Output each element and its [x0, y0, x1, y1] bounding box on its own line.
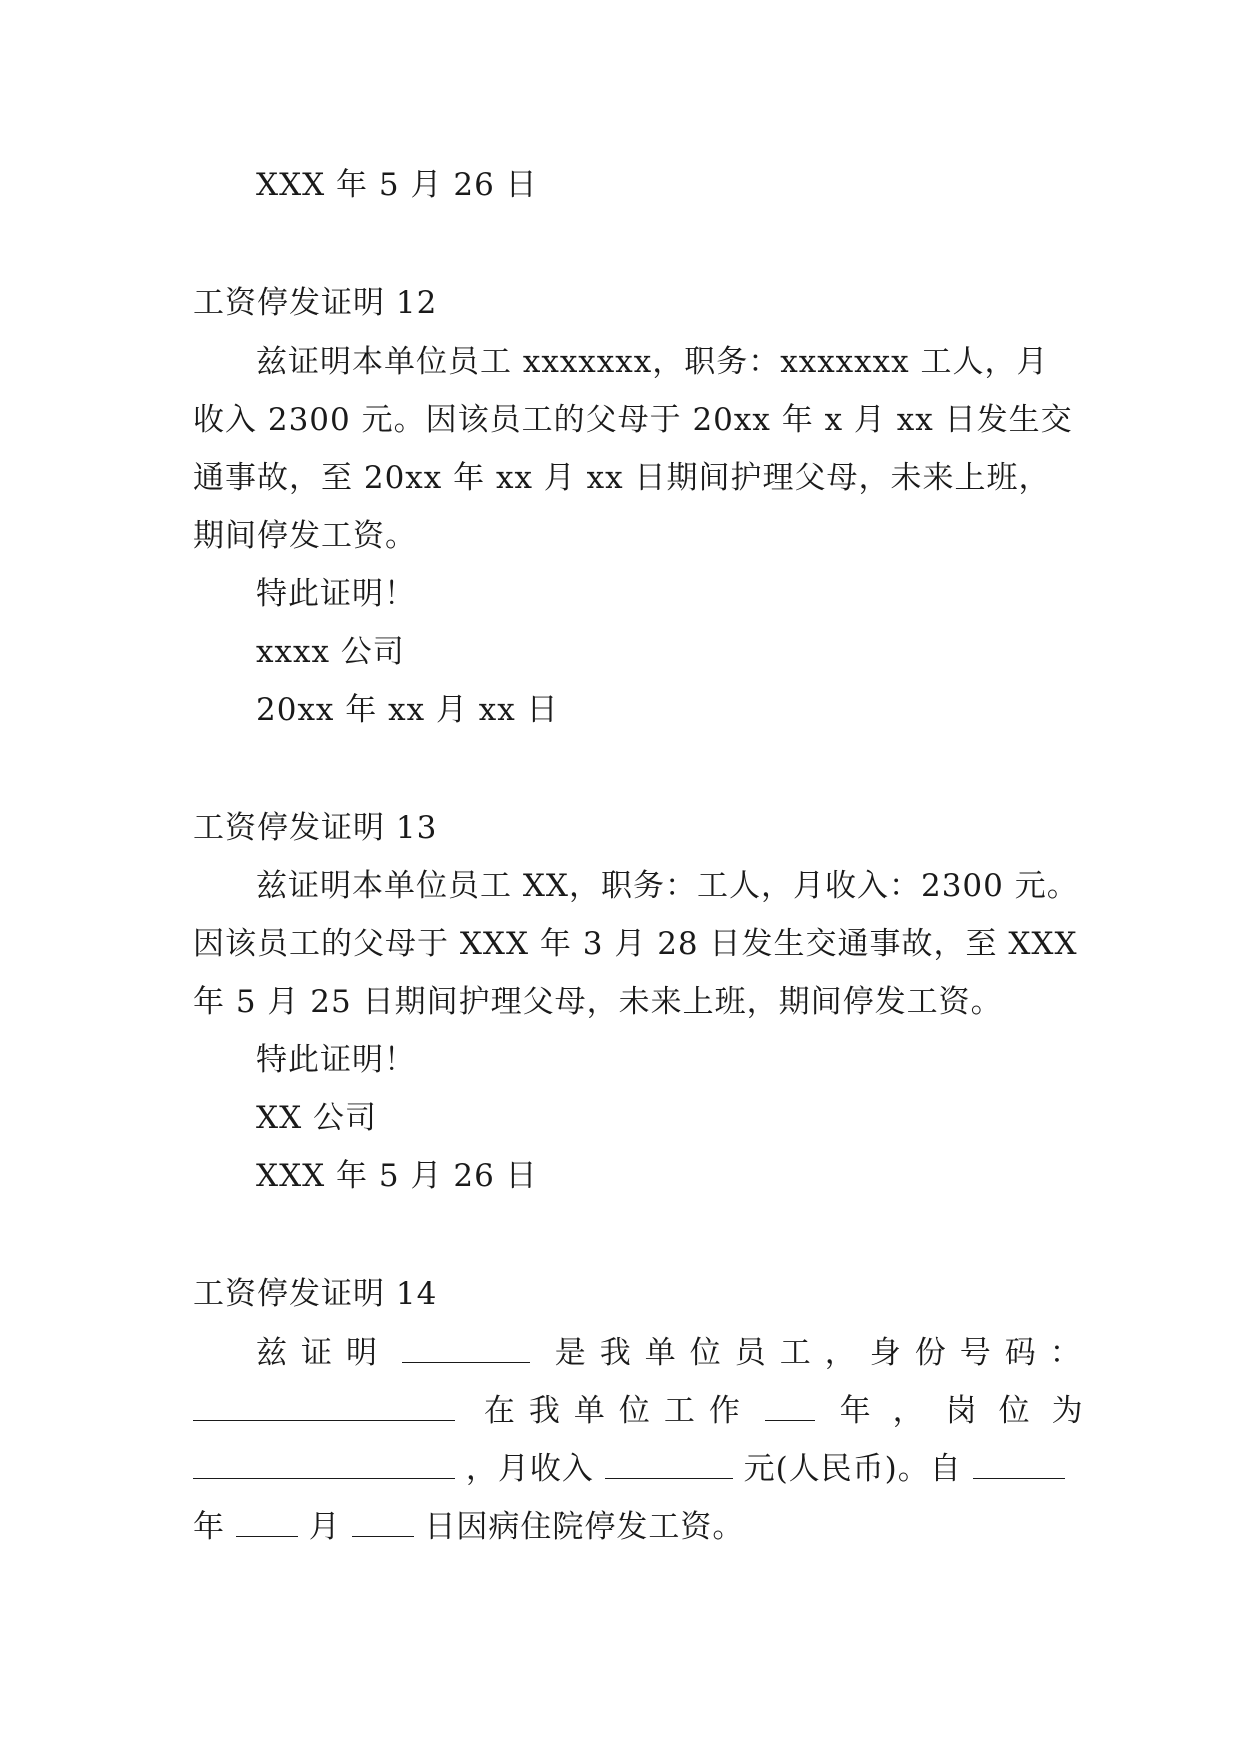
- month-blank[interactable]: [236, 1506, 298, 1537]
- position-blank[interactable]: [193, 1448, 455, 1479]
- section-12-body-line-3: 通事故，至 20xx 年 xx 月 xx 日期间护理父母，未来上班，: [193, 460, 1051, 496]
- section-title-13: 工资停发证明 13: [193, 810, 438, 846]
- section-13-body-line-2: 因该员工的父母于 XXX 年 3 月 28 日发生交通事故，至 XXX: [193, 926, 1078, 962]
- section-13-body-line-1: 兹证明本单位员工 XX，职务：工人，月收入：2300 元。: [256, 868, 1079, 904]
- form-text: 是我单位员工，身份号码：: [554, 1335, 1095, 1371]
- section-14-form-line-4: [193, 1506, 744, 1547]
- form-text: 月: [308, 1509, 341, 1545]
- section-title-14: 工资停发证明 14: [193, 1276, 438, 1312]
- name-blank[interactable]: [402, 1332, 530, 1363]
- form-text: 年: [193, 1509, 225, 1545]
- section-12-body-line-4: 期间停发工资。: [193, 518, 417, 554]
- section-12-date: 20xx 年 xx 月 xx 日: [256, 692, 559, 728]
- section-12-body-line-2: 收入 2300 元。因该员工的父母于 20xx 年 x 月 xx 日发生交: [193, 402, 1073, 438]
- section-14-form-line-2: [193, 1390, 1105, 1431]
- section-title-12: 工资停发证明 12: [193, 285, 438, 321]
- day-blank[interactable]: [352, 1506, 414, 1537]
- id-number-blank[interactable]: [193, 1390, 455, 1421]
- section-12-company: xxxx 公司: [256, 634, 405, 670]
- section-12-body-line-1: 兹证明本单位员工 xxxxxxx，职务：xxxxxxx 工人，月: [256, 344, 1049, 380]
- form-text: 日因病住院停发工资。: [424, 1509, 745, 1545]
- form-text: ，月收入: [465, 1451, 594, 1487]
- section-13-company: XX 公司: [256, 1100, 377, 1136]
- section-13-body-line-3: 年 5 月 25 日期间护理父母，未来上班，期间停发工资。: [193, 984, 1003, 1020]
- form-text: 元(人民币)。自: [743, 1451, 962, 1487]
- form-text: 年，岗位为: [839, 1393, 1105, 1429]
- section-13-closing: 特此证明！: [256, 1042, 416, 1078]
- form-text: 在我单位工作: [483, 1393, 754, 1429]
- years-blank[interactable]: [765, 1390, 815, 1421]
- income-blank[interactable]: [605, 1448, 733, 1479]
- form-text: 兹证明: [256, 1335, 391, 1371]
- section-14-form-line-3: [193, 1448, 1065, 1489]
- section-14-form-line-1: [256, 1332, 1095, 1373]
- section-13-date: XXX 年 5 月 26 日: [256, 1158, 538, 1194]
- section-12-closing: 特此证明！: [256, 576, 416, 612]
- start-year-blank[interactable]: [973, 1448, 1065, 1479]
- top-date: XXX 年 5 月 26 日: [256, 167, 538, 203]
